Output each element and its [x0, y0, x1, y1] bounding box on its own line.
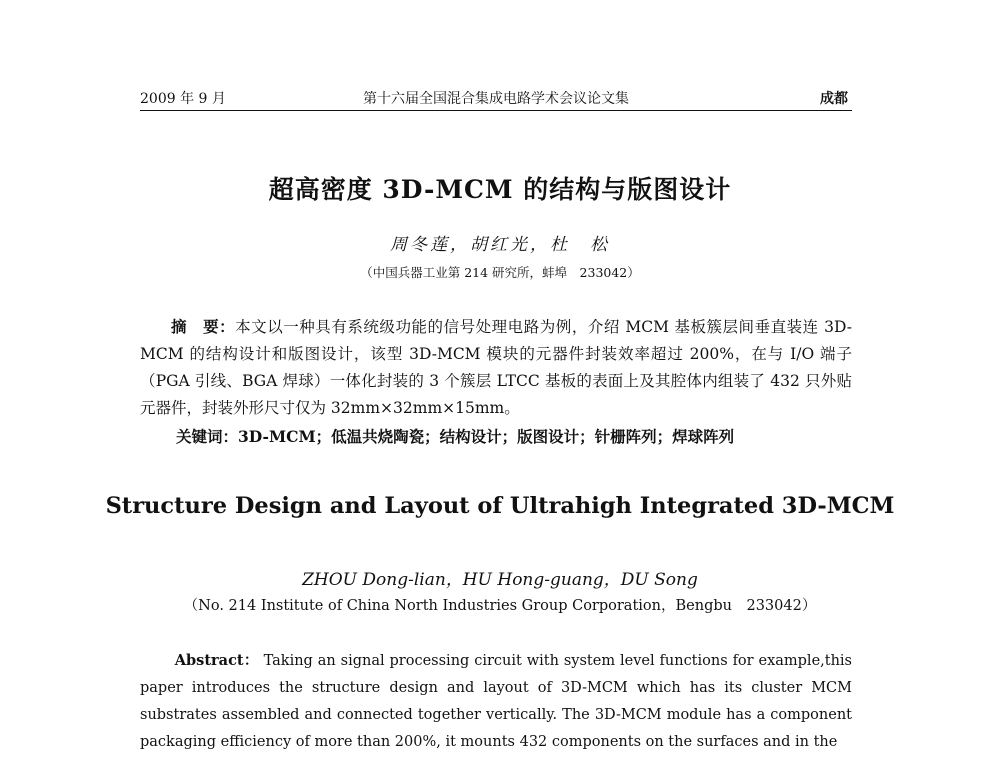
- header-date: 2009 年 9 月: [140, 91, 226, 107]
- abstract-en-text: Taking an signal processing circuit with system level functions for example,this paper introduces the structure design and layout of 3D-MCM which has its cluster MCM substrates assembled and connected together vertically. The 3D-MCM module has a component packaging efficiency of more than 200%, it mounts 432 components on the surfaces and in the: [140, 653, 853, 750]
- abstract-en: [140, 647, 852, 756]
- affiliation-en: （No. 214 Institute of China North Industries Group Corporation，Bengbu 233042）: [183, 598, 817, 614]
- header-journal: 第十六届全国混合集成电路学术会议论文集: [363, 91, 629, 107]
- abstract-cn-label: 摘 要：: [171, 317, 236, 336]
- abstract-cn-text: 本文以一种具有系统级功能的信号处理电路为例，介绍 MCM 基板簇层间垂直装连 3D-MCM 的结构设计和版图设计，该型 3D-MCM 模块的元器件封装效率超过 200%，在与 I/O 端子（PGA 引线、BGA 焊球）一体化封装的 3 个簇层 LTCC 基板的表面上及其腔体内组装了 432 只外贴元器件，封装外形尺寸仅为 32mm×32mm×15mm。: [140, 318, 852, 417]
- keywords-cn: 关键词：3D-MCM；低温共烧陶瓷；结构设计；版图设计；针栅阵列；焊球阵列: [176, 427, 735, 446]
- running-header: [140, 86, 852, 111]
- affiliation-cn: （中国兵器工业第 214 研究所，蚌埠 233042）: [360, 265, 640, 280]
- abstract-cn: [140, 313, 852, 422]
- authors-cn: 周冬莲，胡红光，杜 松: [390, 235, 610, 255]
- paper-title-cn: 超高密度 3D-MCM 的结构与版图设计: [268, 175, 732, 204]
- abstract-en-label: Abstract：: [174, 652, 259, 669]
- authors-en: ZHOU Dong-lian，HU Hong-guang，DU Song: [302, 570, 698, 590]
- header-location: 成都: [820, 91, 848, 107]
- paper-title-en: Structure Design and Layout of Ultrahigh Integrated 3D-MCM: [105, 493, 895, 519]
